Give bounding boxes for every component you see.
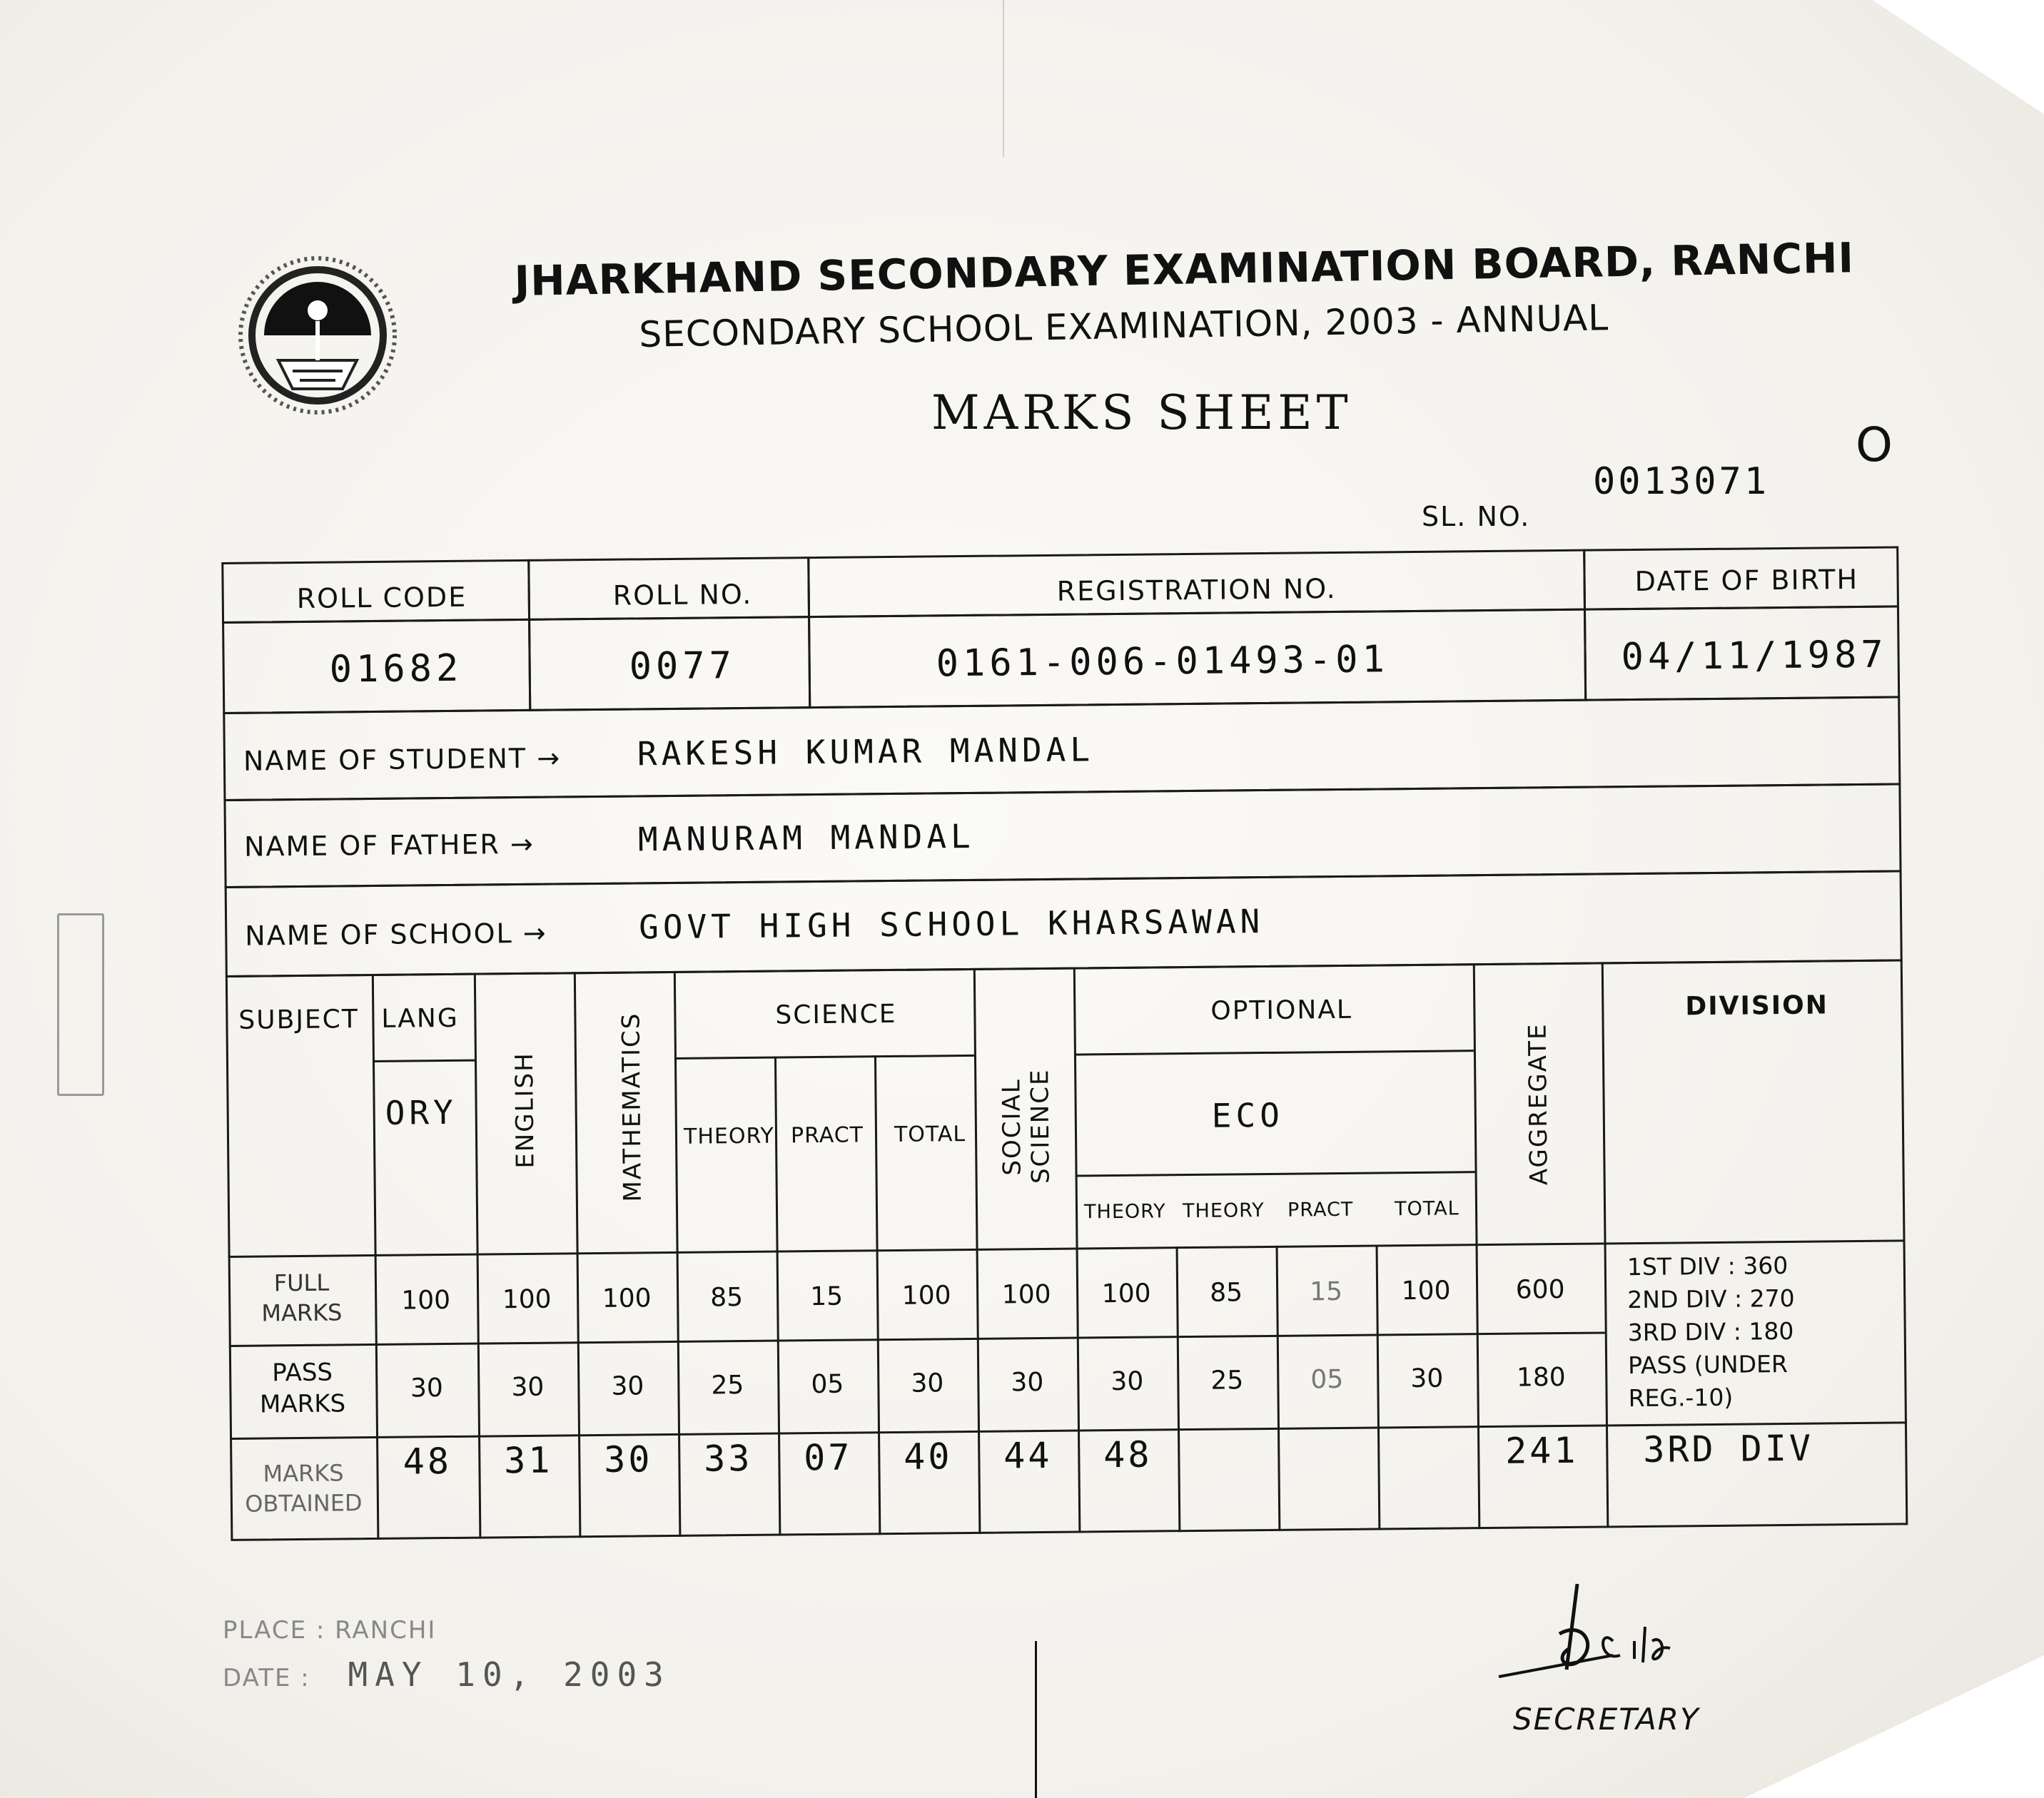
pass-marks-cell: 30 xyxy=(611,1371,644,1401)
obtained-label-2: OBTAINED xyxy=(245,1489,363,1518)
roll-no-value: 0077 xyxy=(629,644,737,689)
fold-line xyxy=(1003,0,1004,157)
obtained-marks-cell: 33 xyxy=(703,1437,753,1480)
pass-marks-label xyxy=(229,1356,376,1421)
full-marks-label-1: FULL xyxy=(273,1269,330,1297)
obtained-label-1: MARKS xyxy=(263,1459,344,1488)
english-header: ENGLISH xyxy=(510,1052,540,1169)
pass-marks-cell: 30 xyxy=(511,1372,545,1403)
margin-stamp-box xyxy=(57,913,104,1096)
social-science-header xyxy=(997,1070,1056,1184)
full-marks-cell: 15 xyxy=(810,1281,844,1312)
fold-line-bottom xyxy=(1035,1641,1037,1798)
registration-label: REGISTRATION NO. xyxy=(1056,573,1337,607)
lang-header: LANG xyxy=(381,1003,459,1034)
full-marks-cell: 100 xyxy=(1001,1279,1051,1310)
obtained-marks-cell: 30 xyxy=(603,1438,653,1480)
pass-marks-cell: 05 xyxy=(811,1369,844,1400)
obtained-aggregate-cell: 241 xyxy=(1504,1429,1579,1472)
division-result: 3RD DIV xyxy=(1643,1427,1814,1471)
full-marks-cell: 100 xyxy=(1401,1276,1451,1306)
secretary-label: SECRETARY xyxy=(1513,1702,1700,1737)
dob-label: DATE OF BIRTH xyxy=(1634,563,1859,597)
father-name-value: MANURAM MANDAL xyxy=(637,816,975,859)
full-marks-label-2: MARKS xyxy=(261,1299,343,1327)
mathematics-header: MATHEMATICS xyxy=(617,1012,647,1202)
full-marks-cell: 85 xyxy=(1210,1278,1243,1308)
secretary-signature xyxy=(1492,1570,1749,1698)
full-marks-cell: 100 xyxy=(502,1284,552,1315)
full-marks-label xyxy=(228,1267,375,1329)
obtained-marks-cell: 44 xyxy=(1003,1434,1053,1477)
pass-marks-cell: 30 xyxy=(1110,1366,1144,1397)
optional-pract-header: PRACT xyxy=(1287,1198,1354,1221)
subject-header: SUBJECT xyxy=(238,1005,360,1035)
obtained-marks-cell: 07 xyxy=(803,1436,853,1479)
student-name-label: NAME OF STUDENT → xyxy=(243,742,562,777)
full-marks-cell: 100 xyxy=(602,1284,652,1314)
obtained-marks-cell: 40 xyxy=(903,1436,953,1478)
school-name-label: NAME OF SCHOOL → xyxy=(245,917,547,952)
obtained-marks-cell: 48 xyxy=(1103,1433,1153,1476)
obtained-marks-cell: 48 xyxy=(403,1440,452,1483)
division-rule: 1ST DIV : 360 xyxy=(1626,1251,1788,1281)
pass-marks-cell: 180 xyxy=(1516,1362,1566,1393)
registration-value: 0161-006-01493-01 xyxy=(936,638,1390,686)
division-rule: REG.-10) xyxy=(1628,1383,1734,1413)
roll-code-label: ROLL CODE xyxy=(296,581,467,614)
optional-total-header: TOTAL xyxy=(1394,1197,1459,1221)
optional-theory-header: THEORY xyxy=(1083,1200,1166,1224)
pass-marks-cell: 30 xyxy=(1011,1367,1044,1398)
pass-marks-cell: 25 xyxy=(711,1371,744,1401)
pass-marks-cell: 25 xyxy=(1210,1366,1244,1396)
science-pract-header: PRACT xyxy=(790,1122,864,1149)
division-rule: PASS (UNDER xyxy=(1627,1349,1788,1380)
division-header: DIVISION xyxy=(1685,990,1829,1022)
optional-header: OPTIONAL xyxy=(1210,995,1353,1026)
lang-value: ORY xyxy=(385,1092,458,1132)
school-name-value: GOVT HIGH SCHOOL KHARSAWAN xyxy=(638,901,1265,947)
obtained-label xyxy=(230,1458,377,1519)
social-science-label-1: SOCIAL xyxy=(997,1078,1027,1176)
date-row xyxy=(223,1655,671,1694)
place-label: PLACE : RANCHI xyxy=(223,1616,437,1645)
pass-marks-label-1: PASS xyxy=(272,1358,333,1388)
page-title: MARKS SHEET xyxy=(931,385,1352,440)
full-marks-cell: 100 xyxy=(401,1285,451,1316)
division-rules xyxy=(1627,1249,1796,1415)
board-emblem-logo xyxy=(236,253,400,425)
serial-number: 0013071 xyxy=(1593,460,1770,503)
roll-code-value: 01682 xyxy=(329,646,463,691)
division-rule: 2ND DIV : 270 xyxy=(1627,1284,1795,1314)
date-label: DATE : xyxy=(223,1664,310,1692)
board-title: JHARKHAND SECONDARY EXAMINATION BOARD, RANCHI xyxy=(514,233,1855,305)
full-marks-cell: 100 xyxy=(1101,1279,1151,1309)
full-marks-cell: 15 xyxy=(1310,1276,1343,1307)
full-marks-cell: 600 xyxy=(1515,1274,1565,1305)
science-header: SCIENCE xyxy=(775,999,897,1030)
obtained-marks-cell: 31 xyxy=(503,1439,553,1482)
optional-subject-value: ECO xyxy=(1211,1095,1285,1135)
pass-marks-cell: 30 xyxy=(911,1368,944,1398)
optional-theory-2-header: THEORY xyxy=(1182,1199,1265,1223)
dob-value: 04/11/1987 xyxy=(1621,633,1888,679)
roll-no-label: ROLL NO. xyxy=(612,578,753,611)
pass-marks-label-2: MARKS xyxy=(259,1389,346,1419)
pass-marks-cell: 30 xyxy=(1410,1363,1444,1394)
full-marks-cell: 100 xyxy=(901,1281,951,1311)
pass-marks-cell: 05 xyxy=(1310,1364,1344,1395)
social-science-label-2: SCIENCE xyxy=(1026,1068,1056,1184)
science-total-header: TOTAL xyxy=(894,1122,966,1147)
serial-number-label: SL. NO. xyxy=(1422,501,1531,532)
corner-mark: O xyxy=(1856,417,1893,472)
marks-table xyxy=(221,526,1908,1540)
exam-title: SECONDARY SCHOOL EXAMINATION, 2003 - ANNUAL xyxy=(639,297,1609,355)
father-name-label: NAME OF FATHER → xyxy=(243,828,535,863)
student-name-value: RAKESH KUMAR MANDAL xyxy=(637,730,1095,773)
issue-date: MAY 10, 2003 xyxy=(348,1655,671,1694)
pass-marks-cell: 30 xyxy=(410,1373,443,1403)
aggregate-header: AGGREGATE xyxy=(1523,1022,1554,1186)
division-rule: 3RD DIV : 180 xyxy=(1627,1316,1794,1347)
full-marks-cell: 85 xyxy=(710,1283,744,1313)
science-theory-header: THEORY xyxy=(683,1123,774,1149)
